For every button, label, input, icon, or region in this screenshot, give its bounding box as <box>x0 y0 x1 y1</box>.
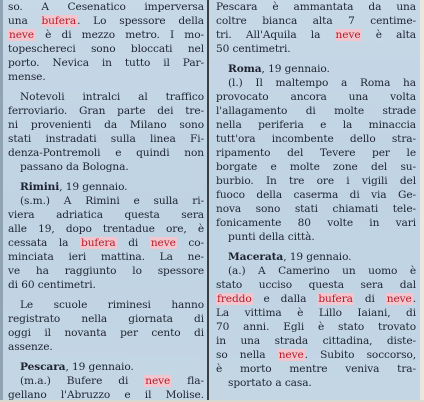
text-run: coltre bianca alta 7 centime- <box>216 15 416 27</box>
text-run: Pescara è ammantata da una <box>216 1 416 13</box>
text-line <box>8 298 204 312</box>
text-run: tri. All'Aquila la <box>216 29 335 41</box>
text-run: provocato ancora una volta <box>216 91 416 103</box>
text-line <box>216 160 416 174</box>
text-line <box>8 28 204 42</box>
text-line <box>8 312 204 326</box>
highlighted-keyword: bufera <box>318 293 353 305</box>
right-column <box>216 0 416 400</box>
text-line <box>8 264 204 278</box>
text-run: so nella <box>216 349 278 361</box>
text-run: passano da Bologna. <box>20 161 129 173</box>
text-run: stati instradati sulla linea Fi- <box>8 133 204 145</box>
text-line <box>8 194 204 208</box>
text-line <box>216 174 416 188</box>
text-run: punti della città. <box>228 231 315 243</box>
text-run: è alta <box>361 29 416 41</box>
text-run: è di mezzo metro. I mo- <box>34 29 204 41</box>
text-run: ferroviario. Gran parte dei tre- <box>8 105 204 117</box>
text-run: (l.) Il maltempo a Roma ha <box>228 77 416 89</box>
highlighted-keyword: neve <box>335 29 361 41</box>
page-edge-left <box>0 0 3 400</box>
text-run: minciata ieri mattina. La ne- <box>8 251 204 263</box>
text-run: alle 19, dopo trentadue ore, è <box>8 223 204 235</box>
text-line <box>8 56 204 70</box>
text-run: mense. <box>8 71 46 83</box>
text-line <box>216 28 416 42</box>
left-column <box>8 0 204 400</box>
text-run: oggi il novanta per cento di <box>8 327 204 339</box>
text-line <box>216 264 416 278</box>
text-line <box>8 14 204 28</box>
text-line <box>216 118 416 132</box>
text-run: nella periferia e la minaccia <box>216 119 416 131</box>
text-run: di 60 centimetri. <box>8 279 96 291</box>
text-line <box>216 278 416 292</box>
text-line <box>8 118 204 132</box>
text-run: sportato a casa. <box>228 377 312 389</box>
dateline-city: Rimini <box>20 181 60 193</box>
text-line <box>216 104 416 118</box>
text-run: topeschereci sono bloccati nel <box>8 43 204 55</box>
text-line <box>216 334 416 348</box>
text-run: , 19 gennaio. <box>261 63 330 75</box>
text-line <box>8 90 204 104</box>
text-line <box>8 278 204 292</box>
text-run: una <box>8 15 41 27</box>
text-line <box>216 0 416 14</box>
text-run: tutt'ora incombente dello stra- <box>216 133 416 145</box>
text-run: l'allagamento di molte strade <box>216 105 416 117</box>
dateline <box>8 180 204 194</box>
text-run: fla- <box>171 375 204 387</box>
dateline <box>216 250 416 264</box>
text-line <box>216 292 416 306</box>
text-line <box>216 216 416 230</box>
text-run: 70 anni. Egli è stato trovato <box>216 321 416 333</box>
highlighted-keyword: neve <box>145 375 171 387</box>
text-run: . <box>412 293 416 305</box>
text-line <box>8 236 204 250</box>
text-line <box>216 348 416 362</box>
text-run: registrato nella giornata di <box>8 313 204 325</box>
text-line <box>216 376 416 390</box>
text-run: co- <box>176 237 204 249</box>
highlighted-keyword: neve <box>9 29 34 41</box>
dateline-city: Macerata <box>228 251 284 263</box>
text-run: di <box>116 237 150 249</box>
text-run: ni provenienti da Milano sono <box>8 119 204 131</box>
highlighted-keyword: neve <box>150 237 176 249</box>
text-run: in una strada cittadina, diste- <box>216 335 416 347</box>
text-run: porto. Nevica in tutto il Par- <box>8 57 204 69</box>
text-line <box>216 362 416 376</box>
text-run: 50 centimetri. <box>216 43 291 55</box>
text-line <box>8 340 204 354</box>
highlighted-keyword: bufera <box>41 15 77 27</box>
text-line <box>216 90 416 104</box>
text-run: cessata la <box>8 237 81 249</box>
text-line <box>8 222 204 236</box>
text-run: (s.m.) A Rimini e sulla ri- <box>20 195 204 207</box>
text-run: stato ucciso questa sera dal <box>216 279 416 291</box>
text-line <box>8 70 204 84</box>
text-run: (m.a.) Bufere di <box>20 375 145 387</box>
text-line <box>8 250 204 264</box>
text-line <box>8 132 204 146</box>
text-line <box>8 42 204 56</box>
highlighted-keyword: bufera <box>81 237 116 249</box>
text-line <box>216 146 416 160</box>
text-line <box>216 132 416 146</box>
page-edge-right <box>420 0 424 400</box>
text-run: Le scuole riminesi hanno <box>20 299 204 311</box>
text-run: , 19 gennaio. <box>59 181 128 193</box>
text-run: fonicamente 80 volte in vari <box>216 217 416 229</box>
text-line <box>8 208 204 222</box>
text-line <box>216 76 416 90</box>
column-divider <box>207 0 209 400</box>
text-run: denza-Pontremoli e quindi non <box>8 147 204 159</box>
text-run: Notevoli intralci al traffico <box>20 91 204 103</box>
dateline <box>216 62 416 76</box>
text-run: (a.) A Camerino un uomo è <box>228 265 416 277</box>
text-run: nova sono stati chiamati tele- <box>216 203 416 215</box>
text-run: , 19 gennaio. <box>65 361 134 373</box>
text-run: burbio. In tre ore i vigili del <box>216 175 416 187</box>
text-line <box>216 230 416 244</box>
text-line <box>216 188 416 202</box>
highlighted-keyword: neve <box>386 293 412 305</box>
text-line <box>8 146 204 160</box>
text-line <box>8 104 204 118</box>
text-run: assenze. <box>8 341 53 353</box>
text-run: . Lo spessore della <box>77 15 204 27</box>
dateline-city: Pescara <box>20 361 66 373</box>
text-run: . Subito soccorso, <box>304 349 416 361</box>
text-line <box>216 202 416 216</box>
text-run: gellano l'Abruzzo e il Molise. <box>8 389 204 401</box>
text-line <box>8 326 204 340</box>
text-line <box>8 0 204 14</box>
text-run: ripamento del Tevere per le <box>216 147 416 159</box>
text-run: , 19 gennaio. <box>283 251 352 263</box>
text-line <box>216 320 416 334</box>
text-run: so. A Cesenatico imperversa <box>8 1 204 13</box>
text-line <box>8 160 204 174</box>
text-run: ve ha raggiunto lo spessore <box>8 265 204 277</box>
text-run: è morto mentre veniva tra- <box>216 363 416 375</box>
text-run: viera adriatica questa sera <box>8 209 204 221</box>
highlighted-keyword: freddo <box>217 293 252 305</box>
text-run: borgate e molte zone del su- <box>216 161 416 173</box>
dateline-city: Roma <box>228 63 262 75</box>
text-line <box>216 42 416 56</box>
text-line <box>216 306 416 320</box>
text-run: fuoco della caserma di via Ge- <box>216 189 416 201</box>
text-line <box>8 374 204 388</box>
text-line <box>216 14 416 28</box>
dateline <box>8 360 204 374</box>
text-run: di <box>353 293 386 305</box>
text-run: e dalla <box>252 293 318 305</box>
text-run: La vittima è Lillo Iaiani, di <box>216 307 416 319</box>
highlighted-keyword: neve <box>278 349 304 361</box>
